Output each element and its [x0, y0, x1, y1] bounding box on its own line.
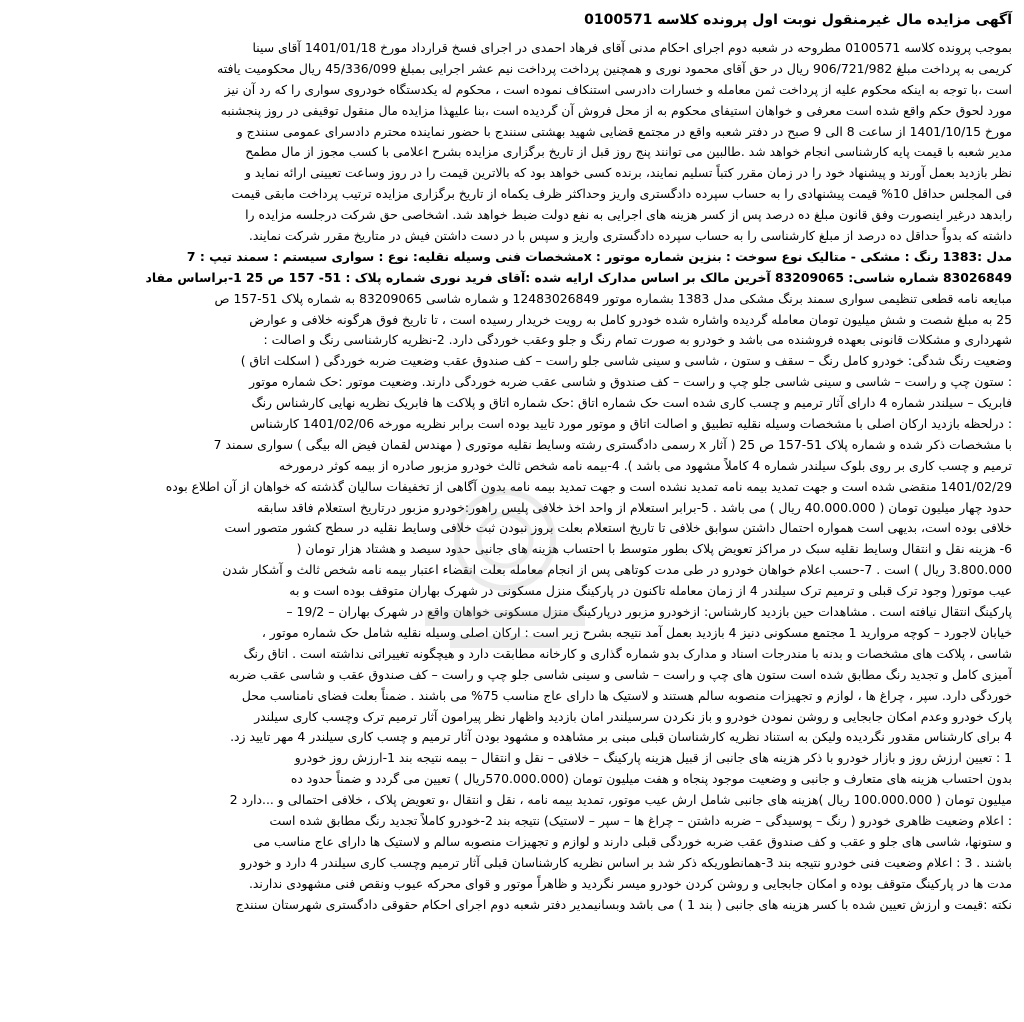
notice-line: 6- هزینه نقل و انتقال وسایط نقلیه سبک در مراکز تعویض پلاک بطور متوسط با احتساب هزینه های جانبی حدود سیصد و هشتاد هزار تومان ( [296, 541, 1012, 557]
notice-line: خیابان لاجورد – کوچه مرواريد 1 مجتمع مسکونی دنیز 4 بازدید بعمل آمد نتیجه بشرح زیر است : ارکان اصلی وسیله نقلیه شامل حک شماره موتور ، [261, 624, 1012, 640]
notice-line: مبایعه نامه قطعی تنظیمی سواری سمند برنگ مشکی مدل 1383 بشماره موتور 12483026849 و شماره شاسی 83209065 به شماره پلاک 51-157 ص [214, 290, 1012, 306]
notice-line: نکته :قیمت و ارزش تعیین شده با کسر هزینه های جانبی ( بند 1 ) می باشد وبسانیمدیر دفتر شعبه دوم اجرای احکام حقوقی دادگستری شهرستان سنندج [235, 896, 1012, 912]
notice-line: 1401/02/29 منقضی شده است و جهت تمدید بیمه نامه تمدید نشده است و جهت تمدید بیمه نامه بدون آگاهی از تخفیفات سالیان گذشته که خواهان از آن اطلاع بوده [165, 478, 1012, 494]
notice-line: شاسی ، پلاکت های مشخصات و بدنه با مندرجات اسناد و مدارک بدو شماره گذاری و کارخانه مطابقت دارد و هیچگونه تغییراتی نداشته است . اتاق رنگ [243, 645, 1012, 661]
notice-line: میلیون تومان ( 100.000.000 ریال )هزینه های جانبی شامل ارش عیب موتور، تمدید بیمه نامه ، نقل و انتقال ،و تعویض پلاک ، خلافی احتمالی و ...دارد 2 [229, 792, 1012, 808]
notice-line: مورخ 1401/10/15 از ساعت 8 الی 9 صبح در دفتر شعبه واقع در مجتمع قضایی شهید بهشتی سنندج با حضور نماینده محترم دادسرای عمومی سنندج و [236, 123, 1012, 139]
notice-line: پارکینگ انتقال نیافته است . مشاهدات حین بازدید کارشناس: ازخودرو مزبور درپارکینگ منزل مسکونی خواهان واقع در شهرک بهاران – 19/2 – [286, 604, 1012, 620]
notice-line: مدیر شعبه با قیمت پایه کارشناسی انجام خواهد شد .طالبین می توانند پنج روز قبل از تاریخ برگزاری مزایده بشرح اعلامی با کسب مجوز از مال مطمح [245, 144, 1012, 160]
notice-line: : درلحظه بازدید ارکان اصلی با مشخصات وسیله نقلیه تطبیق و اصالت اتاق و موتور مورد تایید بوده است برابر نظریه مورخه 1401/02/06 کارشناس [250, 416, 1012, 432]
notice-line: نظر بازدید بعمل آورند و پیشنهاد خود را در زمان مقرر کتباً تسلیم نمایند، برنده کسی خواهد بود که بالاترین قیمت را در روز وساعت تعیینی ارائه نماید و [245, 165, 1012, 181]
notice-line: پارک خودرو وعدم امکان جابجایی و روشن نمودن خودرو و باز نکردن سرسیلندر امان بازدید واظهار نظر پیرامون آثار ترمیم ترک وچسب کاری سیلندر [254, 708, 1012, 724]
notice-line: ترمیم و چسب کاری بر روی بلوک سیلندر شماره 4 کاملاً مشهود می باشد ). 4-بیمه نامه شخص ثالث خودرو مزبور صادره از بیمه کوثر درمورخه [278, 457, 1012, 473]
notice-line: مدل :1383 رنگ : مشکی - متالیک نوع سوخت : بنزین شماره موتور : xمشخصات فنی وسیله نقلیه: نوع : سواری سیستم : سمند تیپ : 7 [186, 248, 1012, 264]
notice-line: آمیزی کامل و تجدید رنگ مطابق شده است ستون های چپ و راست – شاسی و سینی شاسی جلو چپ و راست – کف صندوق عقب و شاسی عقب ضربه [228, 666, 1012, 682]
notice-line: با مشخصات ذکر شده و شماره پلاک 51-157 ص 25 ( آثار x رسمی دادگستری رشته وسایط نقلیه موتوری ( مهندس لقمان فیض اله بیگی ) سواری سمند 7 [213, 436, 1012, 452]
notice-line: وضعیت رنگ شدگی: خودرو کامل رنگ – سقف و ستون ، شاسی و سینی شاسی جلو راست – کف صندوق عقب وضعیت ضربه خوردگی ( اسکلت اتاق ) [240, 353, 1012, 369]
notice-line: 4 برای کارشناس مقدور نگردیده ولیکن به استناد نظریه کارشناسان قبلی مبنی بر مشاهده و مشهود بودن آثار ترمیم و چسب کاری سیلندر 4 مهر تایید زد. [230, 729, 1012, 745]
notice-line: : ستون چپ و راست – شاسی و سینی شاسی جلو چپ و راست – کف صندوق و شاسی عقب ضربه خوردگی دارند. وضعیت موتور :حک شماره موتور [249, 374, 1012, 390]
notice-line: فابریک – سیلندر شماره 4 دارای آثار ترمیم و چسب کاری شده است حک شماره اتاق :حک شماره اتاق و پلاکت ها فابریک نظریه نهایی کارشناس رنگ [251, 395, 1012, 411]
notice-line: کریمی به پرداخت مبلغ 906/721/982 ریال در حق آقای محمود نوری و همچنین پرداخت پرداخت نیم عشر اجرایی بمبلغ 45/336/099 ریال محکومیت یافته [217, 60, 1012, 76]
notice-line: مدت ها در پارکینگ متوقف بوده و امکان جابجایی و روشن کردن خودرو میسر نگردید و ظاهراً موتور و قوای محرکه عیوب ونقص فنی مشهودی ندارند. [248, 875, 1012, 891]
notice-line: خلافی بوده است، بدیهی است همواره احتمال داشتن سوابق خلافی تا تاریخ استعلام بعلت بروز نبودن ثبت خلافی وسایط نقلیه در سطح کشور متصور است [224, 520, 1012, 536]
notice-line: مورد لحوق حکم واقع شده است معرفی و خواهان استیفای محکوم به از محل فروش آن گردیده است ،بنا علیهذا مزایده مال منقول توقیفی در روز پنجشنبه [220, 102, 1012, 118]
notice-line: 83026849 شماره شاسی: 83209065 آخرین مالک بر اساس مدارک ارایه شده :آقای فرید نوری شماره پلاک : 51- 157 ص 25 1-براساس مفاد [145, 269, 1012, 285]
notice-line: فی المجلس حداقل 10% قیمت پیشنهادی را به حساب سپرده دادگستری واریز وحداکثر ظرف یکماه از تاریخ برگزاری مزایده ترتیب پرداخت مابقی قیمت [231, 186, 1012, 202]
notice-line: و ستونها، شاسی های جلو و عقب و کف صندوق عقب ضربه خوردگی قبلی دارند و لوازم و تجهیزات منصوبه سالم و لاستیک ها دارای عاج مناسب می [253, 833, 1012, 849]
notice-line: عیب موتور( وجود ترک قبلی و ترمیم ترک سیلندر 4 از زمان معامله تاکنون در پارکینگ منزل مسکونی در شهرک بهاران متوقف بوده است و به [289, 583, 1012, 599]
notice-line: حدود چهار میلیون تومان ( 40.000.000 ریال ) می باشد . 5-برابر استعلام از واحد اخذ خلافی پلیس راهور:خودرو مزبور درتاریخ استعلام فاقد سابقه [256, 499, 1012, 515]
notice-line: 25 به مبلغ شصت و شش میلیون تومان معامله گردیده واشاره شده خودرو کامل به رویت خریدار رسیده است ، تا تاریخ فوق هرگونه خلافی و عوارض [249, 311, 1012, 327]
notice-body [10, 38, 1012, 915]
notice-line: 3.800.000 ریال ) است . 7-حسب اعلام خواهان خودرو در طی مدت کوتاهی پس از انجام معامله بعلت انقضاء اعتبار بیمه نامه شخص ثالث و آشکار شدن [222, 562, 1012, 578]
notice-line: 1 : تعیین ارزش روز و بازار خودرو با ذکر هزینه های جانبی از قبیل هزینه پارکینگ – خلافی – نقل و انتقال – بیمه نتیجه بند 1-ارزش روز خودرو [294, 750, 1012, 766]
notice-line: باشند . 3 : اعلام وضعیت فنی خودرو نتیجه بند 3-همانطوریکه ذکر شد بر اساس نظریه کارشناسان قبلی آثار ترمیم وچسب کاری سیلندر 4 دارد و خودرو [240, 854, 1012, 870]
notice-title: آگهی مزایده مال غیرمنقول نوبت اول پرونده کلاسه 0100571 [584, 12, 1012, 28]
notice-line: بموجب پرونده کلاسه 0100571 مطروحه در شعبه دوم اجرای احکام مدنی آقای فرهاد احمدی در اجرای فسخ قرارداد مورخ 1401/01/18 آقای سینا [252, 40, 1012, 55]
notice-line: است ،با توجه به اینکه محکوم علیه از پرداخت ثمن معامله و خسارات دادرسی استنکاف نموده است ، محکوم له یکدستگاه خودروی سواری را که رد آن نیز [224, 81, 1012, 97]
notice-line: خوردگی دارد. سپر ، چراغ ها ، لوازم و تجهیزات منصوبه سالم هستند و لاستیک ها دارای عاج مناسب 75% می باشند . ضمناً بعلت فضای نامناسب محل [241, 687, 1012, 703]
notice-line: بدون احتساب هزینه های متعارف و جانبی و وضعیت موجود پنجاه و هفت میلیون تومان (570.000.000ریال ) تعیین می گردد و ضمناً حدود ده [290, 771, 1012, 787]
notice-line: : اعلام وضعیت ظاهری خودرو ( رنگ – پوسیدگی – ضربه داشتن – چراغ ها – سپر – لاستیک) نتیجه بند 2-خودرو کاملاً تجدید رنگ مطابق شده است [269, 812, 1012, 828]
notice-line: داشته که بدواً حداقل ده درصد از مبلغ کارشناسی را به حساب سپرده دادگستری واریز و سپس با در دست داشتن فیش در متاریخ مقرر شرکت نمایند. [248, 228, 1012, 244]
notice-line: رابدهد درغیر اینصورت وفق قانون مبلغ ده درصد پس از کسر هزینه های اجرایی به نفع دولت ضبط خواهد شد. اشخاصی حق شرکت درجلسه مزایده را [245, 207, 1012, 223]
notice-line: شهرداری و مشکلات قانونی بعهده فروشنده می باشد و خودرو به صورت تمام رنگ و جلو وعقب خوردگی دارد. 2-نظریه کارشناسی رنگ و اصالت : [263, 332, 1012, 348]
